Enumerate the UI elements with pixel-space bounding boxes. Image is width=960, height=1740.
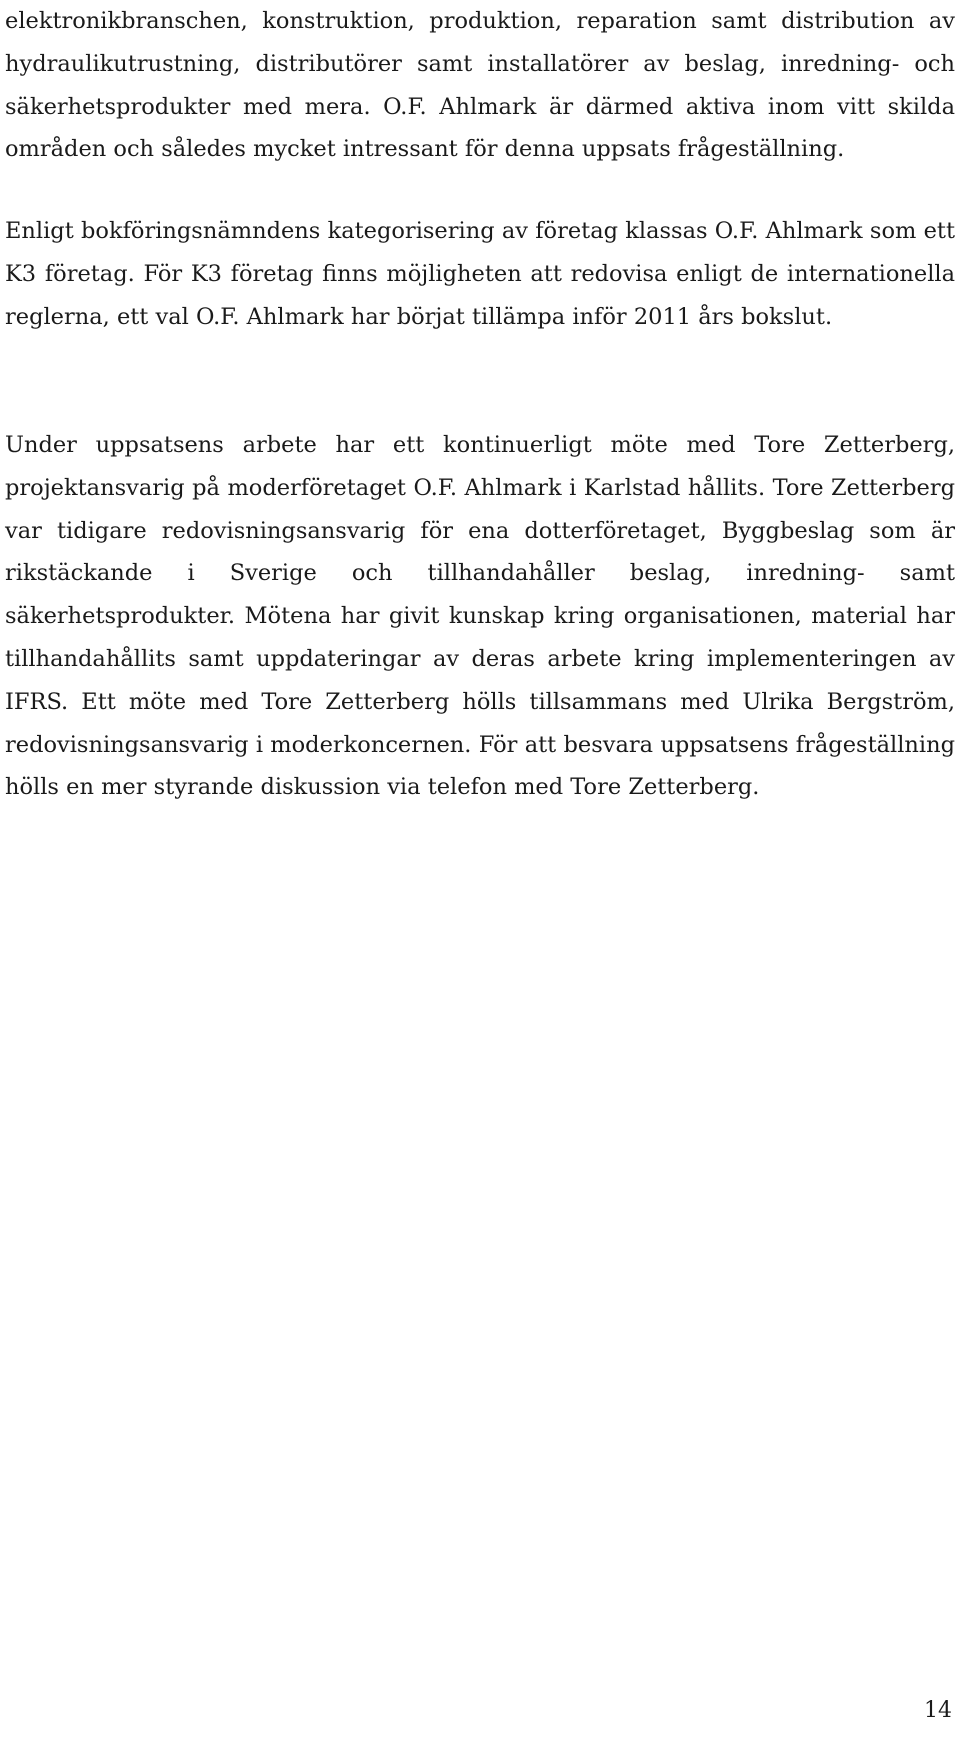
paragraph-company-areas: elektronikbranschen, konstruktion, produktion, reparation samt distribution av hydraulikutrustning, distributörer samt installatörer av beslag, inredning- och säkerhetsprodukter med mera. O.F. Ahlmark är därmed aktiva inom vitt skilda områden och således mycket intressant för denna uppsats frågeställning. [5, 8, 955, 163]
page-number: 14 [924, 1698, 952, 1723]
paragraph-k3-classification: Enligt bokföringsnämndens kategorisering av företag klassas O.F. Ahlmark som ett K3 företag. För K3 företag finns möjligheten att redovisa enligt de internationella reglerna, ett val O.F. Ahlmark har börjat tillämpa inför 2011 års bokslut. [5, 218, 955, 330]
paragraph-meetings: Under uppsatsens arbete har ett kontinuerligt möte med Tore Zetterberg, projektansvarig på moderföretaget O.F. Ahlmark i Karlstad hållits. Tore Zetterberg var tidigare redovisningsansvarig för ena dotterföretaget, Byggbeslag som är rikstäckande i Sverige och tillhandahåller beslag, inredning- samt säkerhetsprodukter. Mötena har givit kunskap kring organisationen, material har tillhandahållits samt uppdateringar av deras arbete kring implementeringen av IFRS. Ett möte med Tore Zetterberg hölls tillsammans med Ulrika Bergström, redovisningsansvarig i moderkoncernen. För att besvara uppsatsens frågeställning hölls en mer styrande diskussion via telefon med Tore Zetterberg. [5, 432, 955, 801]
